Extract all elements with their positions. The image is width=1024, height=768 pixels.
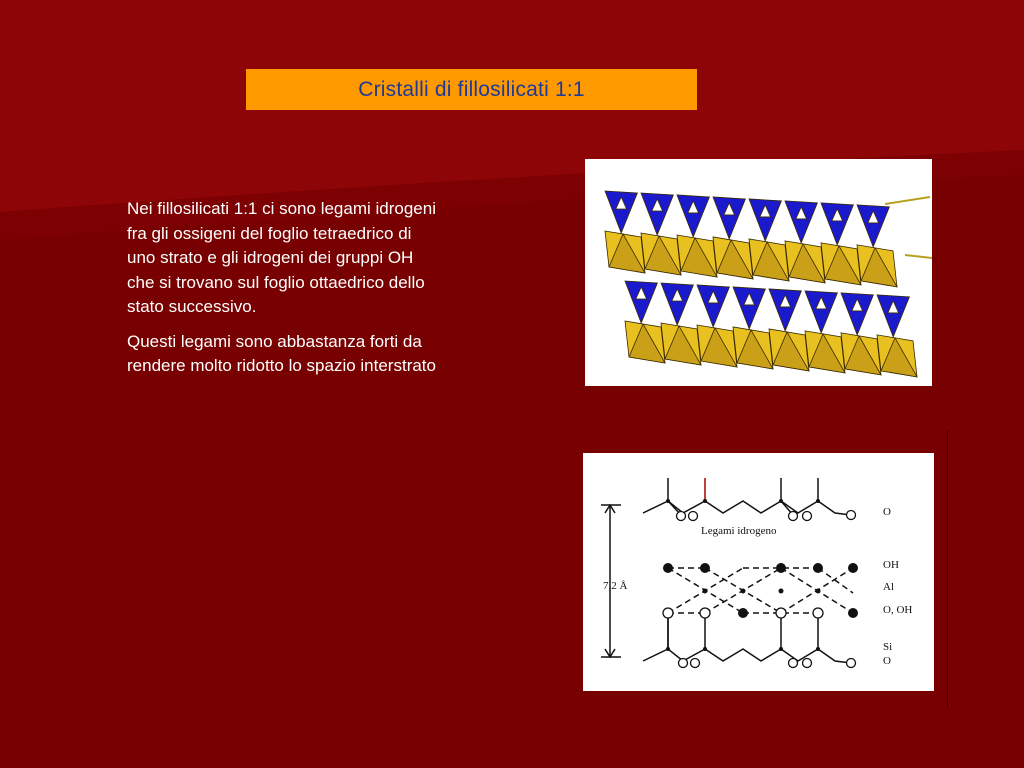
connector-mark — [905, 255, 932, 258]
divider-line — [947, 430, 948, 708]
title-bar — [246, 69, 697, 110]
phyllosilicate-structure-image — [585, 159, 932, 386]
sheet-layers-drawing — [585, 159, 932, 386]
label-o-bottom: O — [883, 655, 891, 667]
label-o-oh: O, OH — [883, 604, 913, 616]
label-oh: OH — [883, 559, 899, 571]
label-al: Al — [883, 581, 894, 593]
spacing-label: 7,2 Å — [603, 580, 628, 592]
annotation-hydrogen-bonds: Legami idrogeno — [701, 525, 777, 537]
paragraph-interlayer-space: Questi legami sono abbastanza forti da rendere molto ridotto lo spazio interstrato — [127, 331, 436, 375]
hydrogen-bond-diagram — [583, 453, 934, 691]
bond-schematic — [583, 453, 934, 691]
body-text — [127, 197, 437, 389]
slide-title: Cristalli di fillosilicati 1:1 — [358, 77, 585, 101]
paragraph-hydrogen-bonds: Nei fillosilicati 1:1 ci sono legami idrogeni fra gli ossigeni del foglio tetraedrico di uno strato e gli idrogeni dei gruppi OH che si trovano sul foglio ottaedrico dello stato successivo. — [127, 199, 436, 316]
label-o-top: O — [883, 506, 891, 518]
connector-mark — [885, 197, 930, 204]
label-si: Si — [883, 641, 893, 653]
